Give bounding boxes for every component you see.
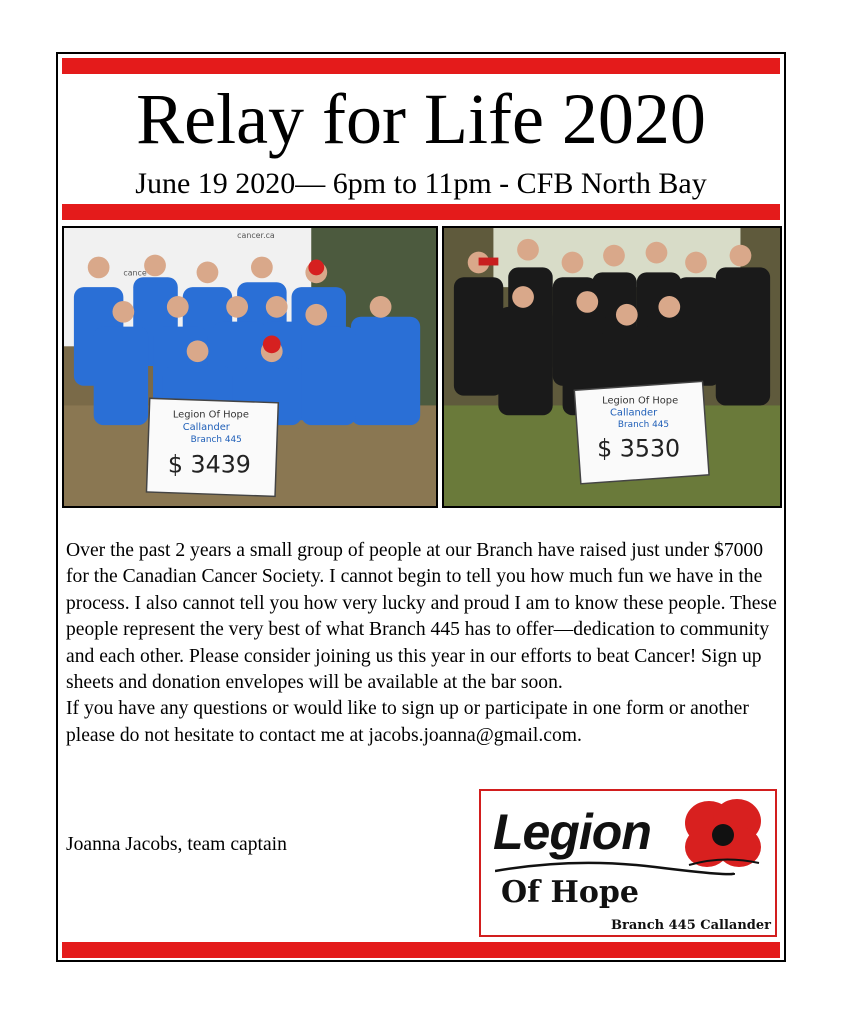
logo-hope: Of Hope	[501, 875, 639, 910]
sign-amount: $ 3530	[597, 434, 681, 463]
sign-line1: Legion Of Hope	[602, 395, 679, 407]
photo-blue-team	[62, 226, 438, 508]
page-title: Relay for Life 2020	[136, 79, 706, 159]
paragraph-fundraising: Over the past 2 years a small group of people at our Branch have raised just under $7000 for the Canadian Cancer Society. I cannot begin to tell you how much fun we have in the process. I also cannot tell you how very lucky and proud I am to know these people. These people represent the very best of what Branch 445 has to offer—dedication to community and each other. Please consider joining us this year in our efforts to beat Cancer! Sign up sheets and donation envelopes will be available at the bar soon.	[66, 540, 777, 694]
sign-line2: Callander	[182, 422, 230, 434]
sign-line2: Callander	[610, 407, 658, 419]
top-red-bar	[62, 58, 780, 74]
svg-text:cance: cance	[123, 268, 147, 278]
photo-black-team	[442, 226, 782, 508]
sign-amount: $ 3439	[167, 450, 251, 479]
backdrop-text: cancer.ca	[237, 230, 275, 240]
event-details: June 19 2020— 6pm to 11pm - CFB North Bay	[135, 167, 707, 200]
poster-frame	[56, 52, 786, 962]
paragraph-contact: If you have any questions or would like to sign up or participate in one form or another please do not hesitate to contact me at jacobs.joanna@gmail.com.	[66, 698, 749, 746]
signature: Joanna Jacobs, team captain	[66, 834, 287, 855]
bottom-red-bar	[62, 942, 780, 958]
logo-word: Legion	[493, 804, 651, 860]
header-red-bar	[62, 204, 780, 220]
sign-line1: Legion Of Hope	[172, 409, 249, 421]
sign-line3: Branch 445	[617, 420, 670, 431]
sign-line3: Branch 445	[190, 434, 242, 445]
legion-of-hope-logo	[479, 789, 777, 937]
body-text	[66, 538, 782, 749]
logo-branch: Branch 445 Callander	[611, 918, 771, 933]
